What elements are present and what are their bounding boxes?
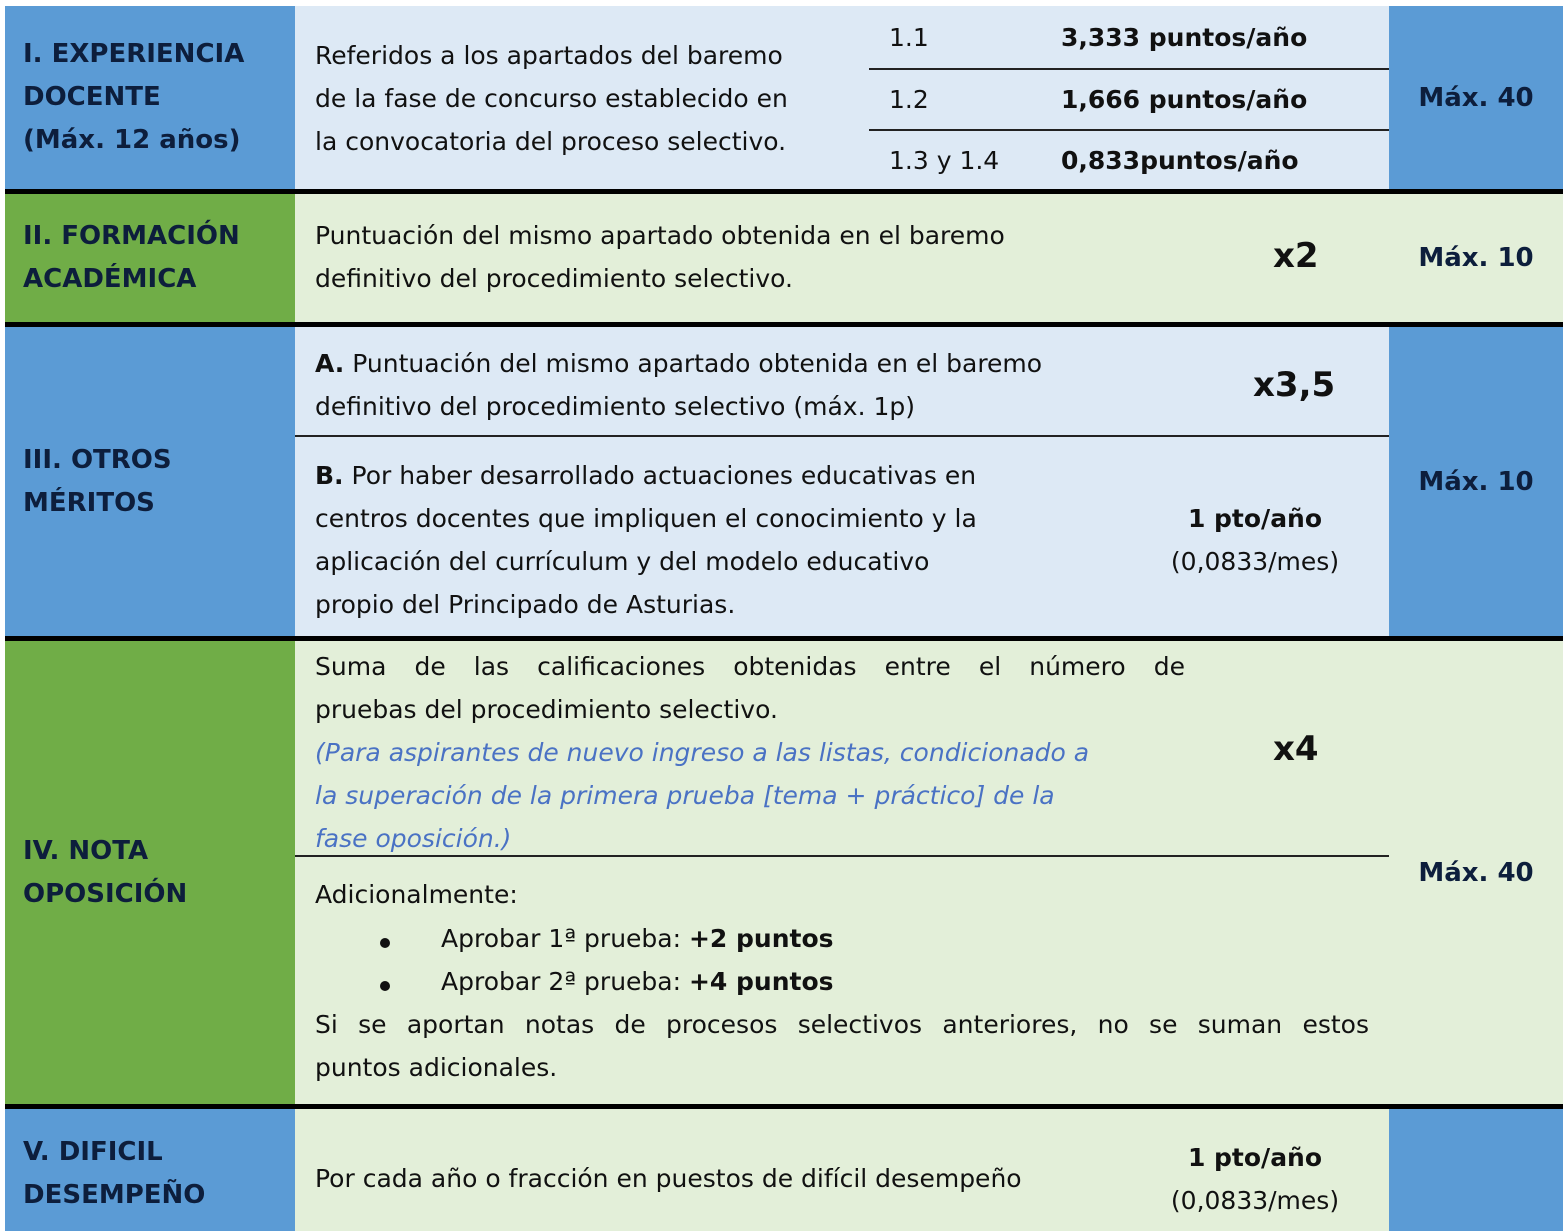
max-score: Máx. 10: [1389, 189, 1563, 322]
category-line: I. EXPERIENCIA: [23, 39, 245, 69]
subitem-divider: [869, 129, 1389, 131]
description-experiencia-docente: [295, 6, 1389, 189]
rate-sub: (0,0833/mes): [1170, 547, 1340, 576]
part-a-label: A.: [315, 349, 345, 378]
rate-sub: (0,0833/mes): [1170, 1186, 1340, 1215]
category-dificil-desempeno: [5, 1104, 295, 1231]
description-line: Por haber desarrollado actuaciones educativas en: [343, 461, 977, 490]
description-line: definitivo del procedimiento selectivo.: [315, 264, 793, 293]
subitem-code: 1.2: [889, 85, 929, 114]
subitem-code: 1.3 y 1.4: [889, 146, 1000, 175]
subitem-divider: [869, 68, 1389, 70]
bullet-item: [441, 917, 834, 960]
description-line: la convocatoria del proceso selectivo.: [315, 127, 787, 156]
category-line: ACADÉMICA: [23, 264, 197, 294]
description-line: Puntuación del mismo apartado obtenida en el baremo: [315, 221, 1005, 250]
max-score: [1389, 1104, 1563, 1231]
description-text: Por cada año o fracción en puestos de difícil desempeño: [315, 1164, 1022, 1193]
description-nota-oposicion: [295, 636, 1389, 1104]
part-divider: [295, 855, 1389, 857]
category-otros-meritos: [5, 322, 295, 636]
description-line: centros docentes que impliquen el conocimiento y la: [315, 504, 977, 533]
category-nota-oposicion: [5, 636, 295, 1104]
multiplier: x2: [1273, 236, 1319, 276]
category-line: III. OTROS: [23, 444, 172, 475]
note-line: (Para aspirantes de nuevo ingreso a las listas, condicionado a: [315, 738, 1090, 767]
description-otros-meritos: [295, 322, 1389, 636]
bullet-item: [441, 960, 834, 1003]
category-experiencia-docente: [5, 6, 295, 189]
description-line: Puntuación del mismo apartado obtenida en el baremo: [344, 349, 1043, 378]
category-line: DOCENTE: [23, 82, 161, 112]
category-line: (Máx. 12 años): [23, 125, 241, 155]
bullet-icon: [380, 938, 390, 948]
description-formacion-academica: [295, 189, 1389, 322]
description-line: Si se aportan notas de procesos selectivos anteriores, no se suman estos: [315, 1010, 1369, 1039]
bullet-text: Aprobar 1ª prueba:: [441, 924, 689, 953]
bullet-text: Aprobar 2ª prueba:: [441, 967, 689, 996]
rate: [1145, 1136, 1365, 1222]
description-line: aplicación del currículum y del modelo educativo: [315, 547, 930, 576]
bullet-icon: [380, 981, 390, 991]
rate: [1145, 497, 1365, 583]
description-text: [315, 34, 788, 163]
subitem-value: 0,833puntos/año: [1061, 146, 1299, 175]
scoring-table: [5, 6, 1563, 1231]
part-b-label: B.: [315, 461, 344, 490]
description-line: de la fase de concurso establecido en: [315, 84, 788, 113]
category-line: DESEMPEÑO: [23, 1180, 206, 1210]
part-divider: [295, 435, 1389, 437]
multiplier: x4: [1273, 729, 1319, 769]
category-formacion-academica: [5, 189, 295, 322]
bullet-bold: +2 puntos: [688, 924, 834, 953]
upper-text: [315, 645, 1185, 860]
max-score: Máx. 10: [1389, 322, 1563, 636]
subitem-value: 1,666 puntos/año: [1061, 85, 1308, 114]
description-line: pruebas del procedimiento selectivo.: [315, 695, 778, 724]
max-score: Máx. 40: [1389, 6, 1563, 189]
subitem-code: 1.1: [889, 23, 929, 52]
category-line: IV. NOTA: [23, 835, 149, 866]
description-line: puntos adicionales.: [315, 1053, 558, 1082]
multiplier: x3,5: [1253, 365, 1336, 405]
category-line: II. FORMACIÓN: [23, 221, 240, 251]
note-line: fase oposición.): [315, 824, 512, 853]
description-line: Referidos a los apartados del baremo: [315, 41, 783, 70]
part-a-text: [315, 342, 1042, 428]
description-line: definitivo del procedimiento selectivo (máx. 1p): [315, 392, 916, 421]
footer-text: [315, 1003, 1369, 1089]
note-line: la superación de la primera prueba [tema + práctico] de la: [315, 781, 1055, 810]
description-line: Suma de las calificaciones obtenidas entre el número de: [315, 652, 1185, 681]
category-line: OPOSICIÓN: [23, 878, 188, 909]
description-line: propio del Principado de Asturias.: [315, 590, 736, 619]
lower-intro: Adicionalmente:: [315, 880, 518, 909]
part-b-text: [315, 454, 977, 626]
bullet-bold: +4 puntos: [688, 967, 834, 996]
category-line: V. DIFICIL: [23, 1137, 163, 1167]
max-score: Máx. 40: [1389, 636, 1563, 1104]
rate-value: 1 pto/año: [1187, 504, 1323, 533]
category-line: MÉRITOS: [23, 487, 155, 518]
description-dificil-desempeno: [295, 1104, 1389, 1231]
rate-value: 1 pto/año: [1187, 1143, 1323, 1172]
description-text: [315, 214, 1005, 300]
subitem-value: 3,333 puntos/año: [1061, 23, 1308, 52]
